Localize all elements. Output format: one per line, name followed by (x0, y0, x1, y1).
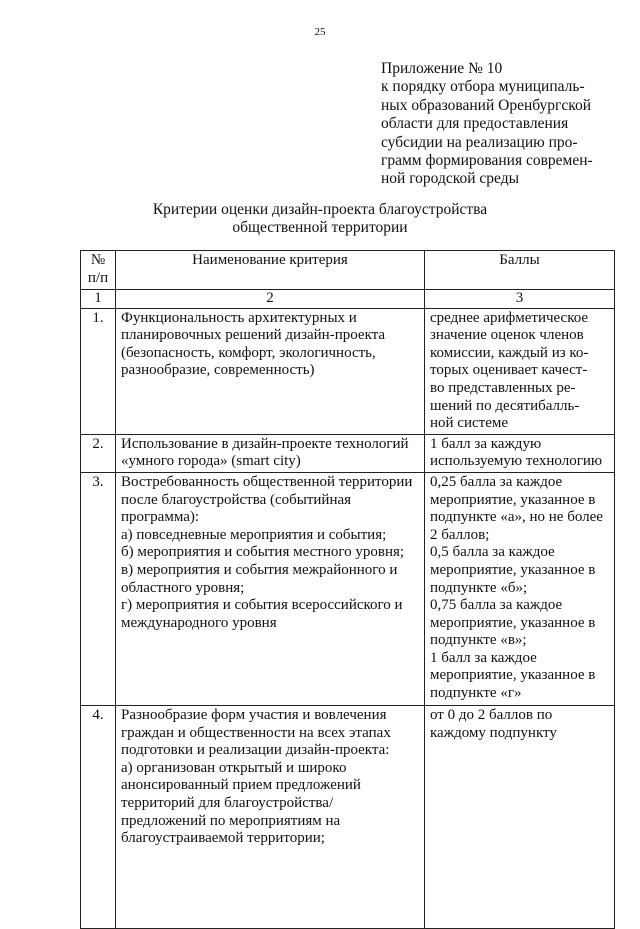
criterion-score (425, 434, 615, 472)
row-number: 3. (81, 472, 116, 705)
column-number-row (81, 290, 615, 309)
text-line: подпункте «в»; (430, 632, 527, 649)
page-number: 25 (314, 26, 326, 38)
column-number: 3 (425, 290, 615, 309)
text-line: подпункте «а», но не более (430, 509, 603, 526)
text-line: 0,75 балла за каждое (430, 597, 563, 614)
text-line: Востребованность общественной территории (121, 473, 413, 490)
row-number: 2. (81, 434, 116, 472)
document-title (0, 201, 640, 238)
text-line: в) мероприятия и события межрайонного и (121, 561, 398, 578)
text-line: а) повседневные мероприятия и события; (121, 526, 387, 543)
text-line: мероприятие, указанное в (430, 491, 596, 508)
text-line: мероприятие, указанное в (430, 614, 596, 631)
text-line: Разнообразие форм участия и вовлечения (121, 706, 387, 723)
text-line: Функциональность архитектурных и (121, 309, 357, 326)
appendix-line: Приложение № 10 (381, 60, 503, 77)
text-line: международного уровня (121, 614, 277, 631)
text-line: анонсированный прием предложений (121, 777, 361, 794)
text-line: используемую технологию (430, 453, 603, 470)
text-line: 2 баллов; (430, 526, 490, 543)
row-number: 1. (81, 308, 116, 434)
column-number: 1 (81, 290, 116, 309)
text-line: от 0 до 2 баллов по (430, 706, 553, 723)
header-score: Баллы (425, 251, 615, 290)
criteria-table (80, 250, 615, 929)
text-line: шений по десятибалль- (430, 397, 580, 414)
column-number: 2 (116, 290, 425, 309)
table-row (81, 705, 615, 928)
text-line: среднее арифметическое (430, 309, 589, 326)
text-line: 0,25 балла за каждое (430, 473, 563, 490)
appendix-line: грамм формирования современ- (381, 152, 593, 170)
criterion-score (425, 308, 615, 434)
header-number (81, 251, 116, 290)
text-line: б) мероприятия и события местного уровня; (121, 544, 405, 561)
text-line: после благоустройства (событийная (121, 491, 352, 508)
criterion-name (116, 308, 425, 434)
title-line: общественной территории (232, 219, 408, 237)
criterion-name (116, 434, 425, 472)
criterion-name (116, 705, 425, 928)
criterion-score (425, 705, 615, 928)
text-line: мероприятие, указанное в (430, 561, 596, 578)
table-row (81, 308, 615, 434)
text-line: 1 балл за каждую (430, 435, 542, 452)
text-line: благоустраиваемой территории; (121, 830, 325, 847)
text-line: ной системе (430, 415, 509, 432)
text-line: (безопасность, комфорт, экологичность, (121, 344, 376, 361)
text-line: Использование в дизайн-проекте технологий (121, 435, 409, 452)
text-line: 1 балл за каждое (430, 649, 537, 666)
text-line: подпункте «г» (430, 685, 522, 702)
header-criterion-name: Наименование критерия (116, 251, 425, 290)
text-line: подпункте «б»; (430, 579, 528, 596)
text-line: комиссии, каждый из ко- (430, 344, 589, 361)
appendix-line: субсидии на реализацию про- (381, 133, 578, 151)
text-line: торых оценивает качест- (430, 362, 588, 379)
title-line: Критерии оценки дизайн-проекта благоустройства (152, 201, 488, 218)
text-line: мероприятие, указанное в (430, 667, 596, 684)
text-line: во представленных ре- (430, 379, 576, 396)
table-row (81, 434, 615, 472)
header-number-line: № (90, 252, 106, 268)
text-line: планировочных решений дизайн-проекта (121, 327, 386, 344)
text-line: программа): (121, 509, 200, 526)
text-line: «умного города» (smart city) (121, 453, 301, 470)
criterion-score (425, 472, 615, 705)
text-line: значение оценок членов (430, 327, 584, 344)
appendix-line: ных образований Оренбургской (381, 96, 592, 114)
text-line: территорий для благоустройства/ (121, 794, 334, 811)
table-row (81, 472, 615, 705)
text-line: областного уровня; (121, 579, 245, 596)
row-number: 4. (81, 705, 116, 928)
appendix-line: области для предоставления (381, 115, 569, 133)
text-line: разнообразие, современность) (121, 362, 315, 379)
criterion-name (116, 472, 425, 705)
text-line: предложений по мероприятиям на (121, 812, 341, 829)
text-line: а) организован открытый и широко (121, 759, 347, 776)
text-line: каждому подпункту (430, 724, 557, 741)
appendix-block (381, 60, 611, 189)
text-line: 0,5 балла за каждое (430, 544, 555, 561)
header-number-line: п/п (87, 269, 109, 286)
table-header-row (81, 251, 615, 290)
text-line: граждан и общественности на всех этапах (121, 724, 391, 741)
text-line: подготовки и реализации дизайн-проекта: (121, 742, 390, 759)
appendix-line: ной городской среды (381, 170, 520, 188)
text-line: г) мероприятия и события всероссийского и (121, 597, 403, 614)
appendix-line: к порядку отбора муниципаль- (381, 78, 585, 96)
